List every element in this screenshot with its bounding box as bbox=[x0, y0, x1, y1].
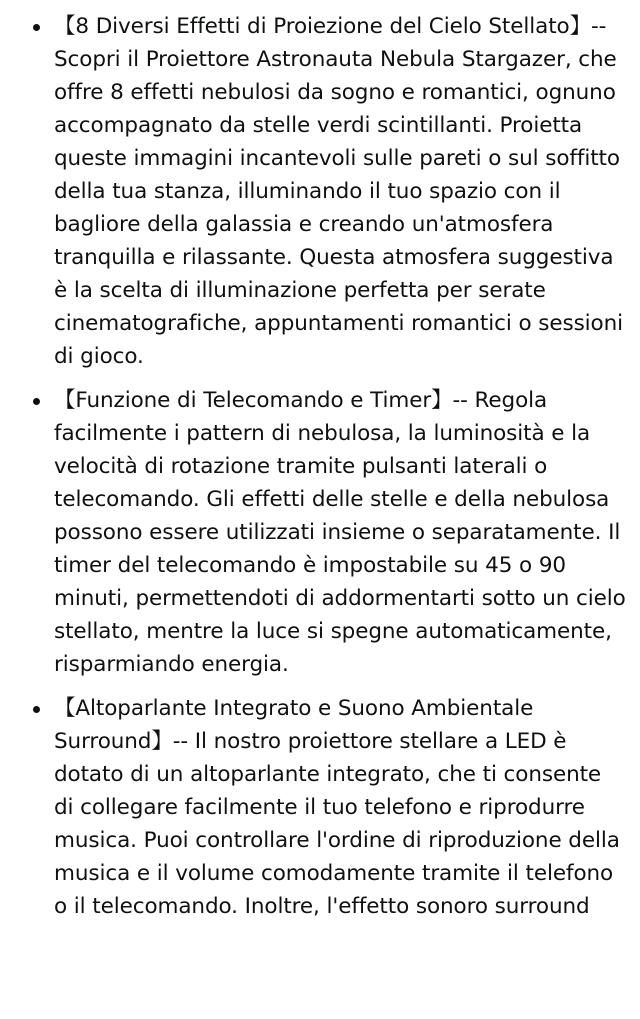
bullet-dot-icon bbox=[33, 706, 40, 713]
bullet-dot-icon bbox=[33, 398, 40, 405]
feature-text: 【Funzione di Telecomando e Timer】-- Regola facilmente i pattern di nebulosa, la luminosità e la velocità di rotazione tramite pulsanti laterali o telecomando. Gli effetti delle stelle e della nebulosa possono essere utilizzati insieme o separatamente. Il timer del telecomando è impostabile su 45 o 90 minuti, permettendoti di addormentarti sotto un cielo stellato, mentre la luce si spegne automaticamente, risparmiando energia. bbox=[54, 388, 626, 677]
feature-text: 【8 Diversi Effetti di Proiezione del Cielo Stellato】-- Scopri il Proiettore Astronauta Nebula Stargazer, che offre 8 effetti nebulosi da sogno e romantici, ognuno accompagnato da stelle verdi scintillanti. Proietta queste immagini incantevoli sulle pareti o sul soffitto della tua stanza, illuminando il tuo spazio con il bagliore della galassia e creando un'atmosfera tranquilla e rilassante. Questa atmosfera suggestiva è la scelta di illuminazione perfetta per serate cinematografiche, appuntamenti romantici o sessioni di gioco. bbox=[54, 14, 624, 369]
feature-text: 【Altoparlante Integrato e Suono Ambientale Surround】-- Il nostro proiettore stellare a LED è dotato di un altoparlante integrato, che ti consente di collegare facilmente il tuo telefono e riprodurre musica. Puoi controllare l'ordine di riproduzione della musica e il volume comodamente tramite il telefono o il telecomando. Inoltre, l'effetto sonoro surround bbox=[54, 696, 620, 919]
bullet-dot-icon bbox=[33, 24, 40, 31]
feature-bullet-speaker-sound bbox=[0, 692, 640, 923]
feature-bullet-list bbox=[0, 10, 640, 934]
feature-bullet-remote-timer bbox=[0, 384, 640, 681]
feature-bullet-projection-effects bbox=[0, 10, 640, 373]
